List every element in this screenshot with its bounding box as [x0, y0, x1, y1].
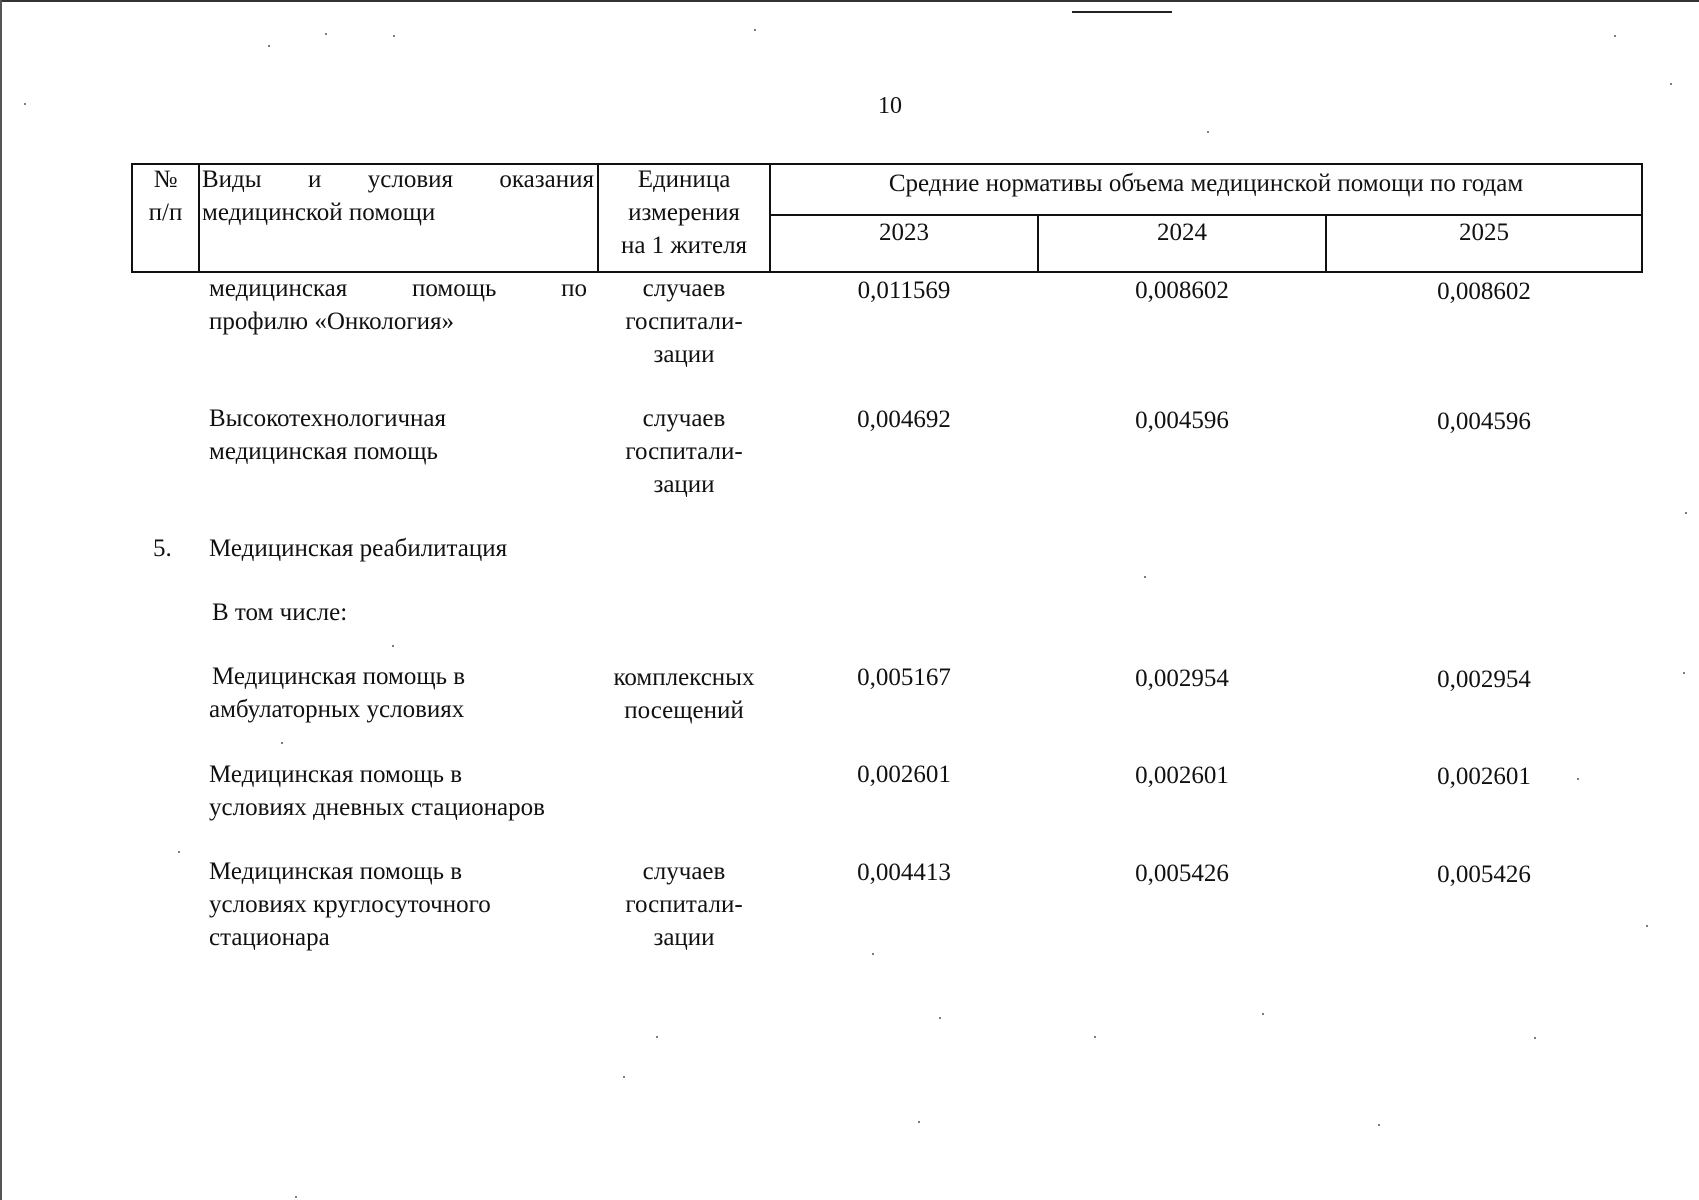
header-year-2023: 2023 [879, 219, 929, 246]
scan-mark [1072, 11, 1172, 13]
header-types-line2: медицинской помощи [202, 199, 436, 226]
header-types-word: Виды [202, 166, 262, 193]
row-value-2023: 0,004692 [857, 406, 951, 433]
row-unit [599, 855, 769, 954]
row-value-2023: 0,004413 [857, 859, 951, 886]
row-name-line: Высокотехнологичная [209, 405, 447, 432]
row-unit [599, 661, 769, 727]
row-value-2023: 0,011569 [857, 277, 951, 304]
row-name-line: амбулаторных условиях [209, 696, 465, 723]
row-name-line: стационара [209, 924, 330, 951]
header-unit-line2: измерения [628, 199, 740, 226]
header-col-divider-1 [198, 163, 200, 273]
row-unit-line: случаев [642, 275, 726, 302]
row-name [209, 402, 587, 468]
row-name-line: Медицинская помощь в [209, 761, 463, 788]
header-unit-line1: Единица [637, 166, 731, 193]
row-value-2024: 0,004596 [1135, 407, 1229, 434]
row-unit-line: госпитали- [625, 438, 743, 465]
row-unit-line: случаев [642, 405, 726, 432]
row-value-2025: 0,002954 [1437, 666, 1531, 693]
header-types-cell [202, 163, 594, 229]
row-unit-line: зации [653, 924, 715, 951]
page-number: 10 [878, 93, 902, 119]
row-name-line: Медицинская помощь в [209, 858, 463, 885]
header-year-2024: 2024 [1157, 219, 1207, 246]
row-name-line: В том числе: [212, 599, 348, 626]
header-num-cell [133, 163, 198, 229]
row-name-word: помощь [412, 275, 497, 302]
header-num-line2: п/п [148, 199, 183, 226]
row-name [209, 660, 590, 726]
row-value-2025: 0,002601 [1437, 763, 1531, 790]
row-name [212, 596, 512, 629]
header-unit-cell [599, 163, 769, 262]
row-name-line: Медицинская реабилитация [209, 535, 508, 562]
header-unit-line3: на 1 жителя [620, 232, 748, 259]
row-value-2024: 0,005426 [1135, 860, 1229, 887]
row-value-2023: 0,005167 [857, 664, 951, 691]
row-unit-line: госпитали- [625, 308, 743, 335]
row-unit [599, 272, 769, 371]
row-unit-line: посещений [624, 697, 744, 724]
row-unit [599, 402, 769, 501]
row-name-line: условиях круглосуточного [209, 891, 491, 918]
row-name [209, 855, 587, 954]
row-name-line: профилю «Онкология» [209, 308, 454, 335]
row-value-2025: 0,004596 [1437, 408, 1531, 435]
row-name-line: условиях дневных стационаров [209, 794, 545, 821]
header-year-2025: 2025 [1459, 219, 1509, 246]
header-right-border [1641, 163, 1643, 273]
row-num: 5. [153, 535, 172, 562]
row-unit-line: зации [653, 341, 715, 368]
row-name [209, 532, 629, 565]
header-types-line1 [202, 163, 594, 196]
header-types-word: оказания [499, 166, 594, 193]
row-unit-line: зации [653, 471, 715, 498]
row-name-line1 [209, 272, 587, 305]
header-norms-title: Средние нормативы объема медицинской помощи по годам [888, 170, 1524, 197]
row-unit-line: случаев [642, 858, 726, 885]
row-name-word: по [561, 275, 587, 302]
row-name-line: Медицинская помощь в [212, 663, 466, 690]
header-types-word: условия [367, 166, 454, 193]
row-unit-line: комплексных [613, 664, 755, 691]
row-value-2023: 0,002601 [857, 761, 951, 788]
row-name-line: медицинская помощь [209, 438, 438, 465]
header-num-line1: № [153, 166, 178, 193]
row-value-2024: 0,002601 [1135, 762, 1229, 789]
scan-edge-left [0, 0, 2, 1200]
row-name [209, 758, 599, 824]
row-value-2024: 0,008602 [1135, 277, 1229, 304]
row-name [209, 272, 587, 338]
row-value-2025: 0,008602 [1437, 278, 1531, 305]
header-types-word: и [307, 166, 322, 193]
scan-edge-top [0, 0, 1699, 2]
row-name-word: медицинская [209, 275, 348, 302]
row-value-2025: 0,005426 [1437, 861, 1531, 888]
row-unit-line: госпитали- [625, 891, 743, 918]
row-value-2024: 0,002954 [1135, 665, 1229, 692]
